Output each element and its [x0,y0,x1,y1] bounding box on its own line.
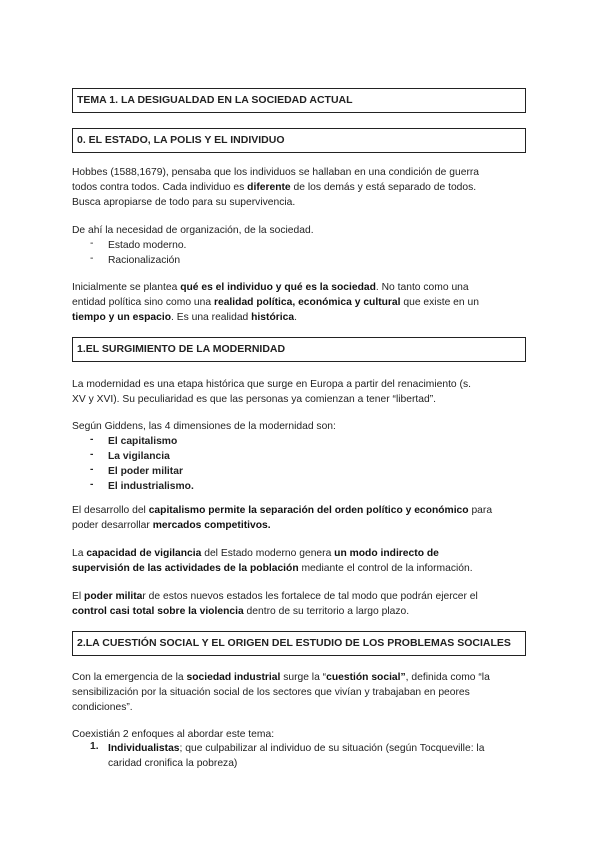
list-item-continuation: caridad cronifica la pobreza) [108,758,238,769]
paragraph-line: Hobbes (1588,1679), pensaba que los individuos se hallaban en una condición de guerra [72,167,480,178]
paragraph-line: Inicialmente se plantea qué es el individuo y qué es la sociedad. No tanto como una [72,282,469,293]
paragraph-line: Coexistián 2 enfoques al abordar este tema: [72,729,275,740]
paragraph-line: Busca apropiarse de todo para su supervivencia. [72,197,296,208]
paragraph-line: poder desarrollar mercados competitivos. [72,520,271,531]
heading-tema-1: TEMA 1. LA DESIGUALDAD EN LA SOCIEDAD ACTUAL [72,88,526,113]
list-number: 1. [90,741,99,752]
list-item: El poder militar [108,466,183,477]
paragraph-line: La modernidad es una etapa histórica que surge en Europa a partir del renacimiento (s. [72,379,471,390]
list-item: El capitalismo [108,436,178,447]
paragraph-line: XV y XVI). Su peculiaridad es que las personas ya comienzan a tener “libertad”. [72,394,437,405]
heading-section-2: 2.LA CUESTIÓN SOCIAL Y EL ORIGEN DEL ESTUDIO DE LOS PROBLEMAS SOCIALES [72,631,526,656]
paragraph-line: todos contra todos. Cada individuo es diferente de los demás y está separado de todos. [72,182,477,193]
list-bullet: - [90,464,94,475]
paragraph-line: sensibilización por la situación social de los sectores que vivían y trabajaban en peores [72,687,470,698]
paragraph-line: Con la emergencia de la sociedad industrial surge la “cuestión social”, definida como “la [72,672,490,683]
paragraph-line: condiciones”. [72,702,133,713]
list-bullet: - [90,434,94,445]
paragraph-line: El poder militar de estos nuevos estados les fortalece de tal modo que podrán ejercer el [72,591,478,602]
paragraph-line: Según Giddens, las 4 dimensiones de la modernidad son: [72,421,336,432]
list-item: Racionalización [108,255,181,266]
list-item: La vigilancia [108,451,170,462]
paragraph-line: entidad política sino como una realidad política, económica y cultural que existe en un [72,297,479,308]
paragraph-line: tiempo y un espacio. Es una realidad histórica. [72,312,297,323]
list-bullet: - [90,479,94,490]
list-item: Estado moderno. [108,240,187,251]
list-item: Individualistas; que culpabilizar al individuo de su situación (según Tocqueville: la [108,743,485,754]
paragraph-line: supervisión de las actividades de la población mediante el control de la información. [72,563,473,574]
heading-section-1: 1.EL SURGIMIENTO DE LA MODERNIDAD [72,337,526,362]
heading-section-0: 0. EL ESTADO, LA POLIS Y EL INDIVIDUO [72,128,526,153]
list-item: El industrialismo. [108,481,194,492]
list-bullet: - [90,449,94,460]
paragraph-line: La capacidad de vigilancia del Estado moderno genera un modo indirecto de [72,548,439,559]
list-bullet: - [90,253,94,264]
list-bullet: - [90,238,94,249]
paragraph-line: El desarrollo del capitalismo permite la separación del orden político y económico para [72,505,493,516]
paragraph-line: De ahí la necesidad de organización, de la sociedad. [72,225,314,236]
paragraph-line: control casi total sobre la violencia dentro de su territorio a largo plazo. [72,606,410,617]
